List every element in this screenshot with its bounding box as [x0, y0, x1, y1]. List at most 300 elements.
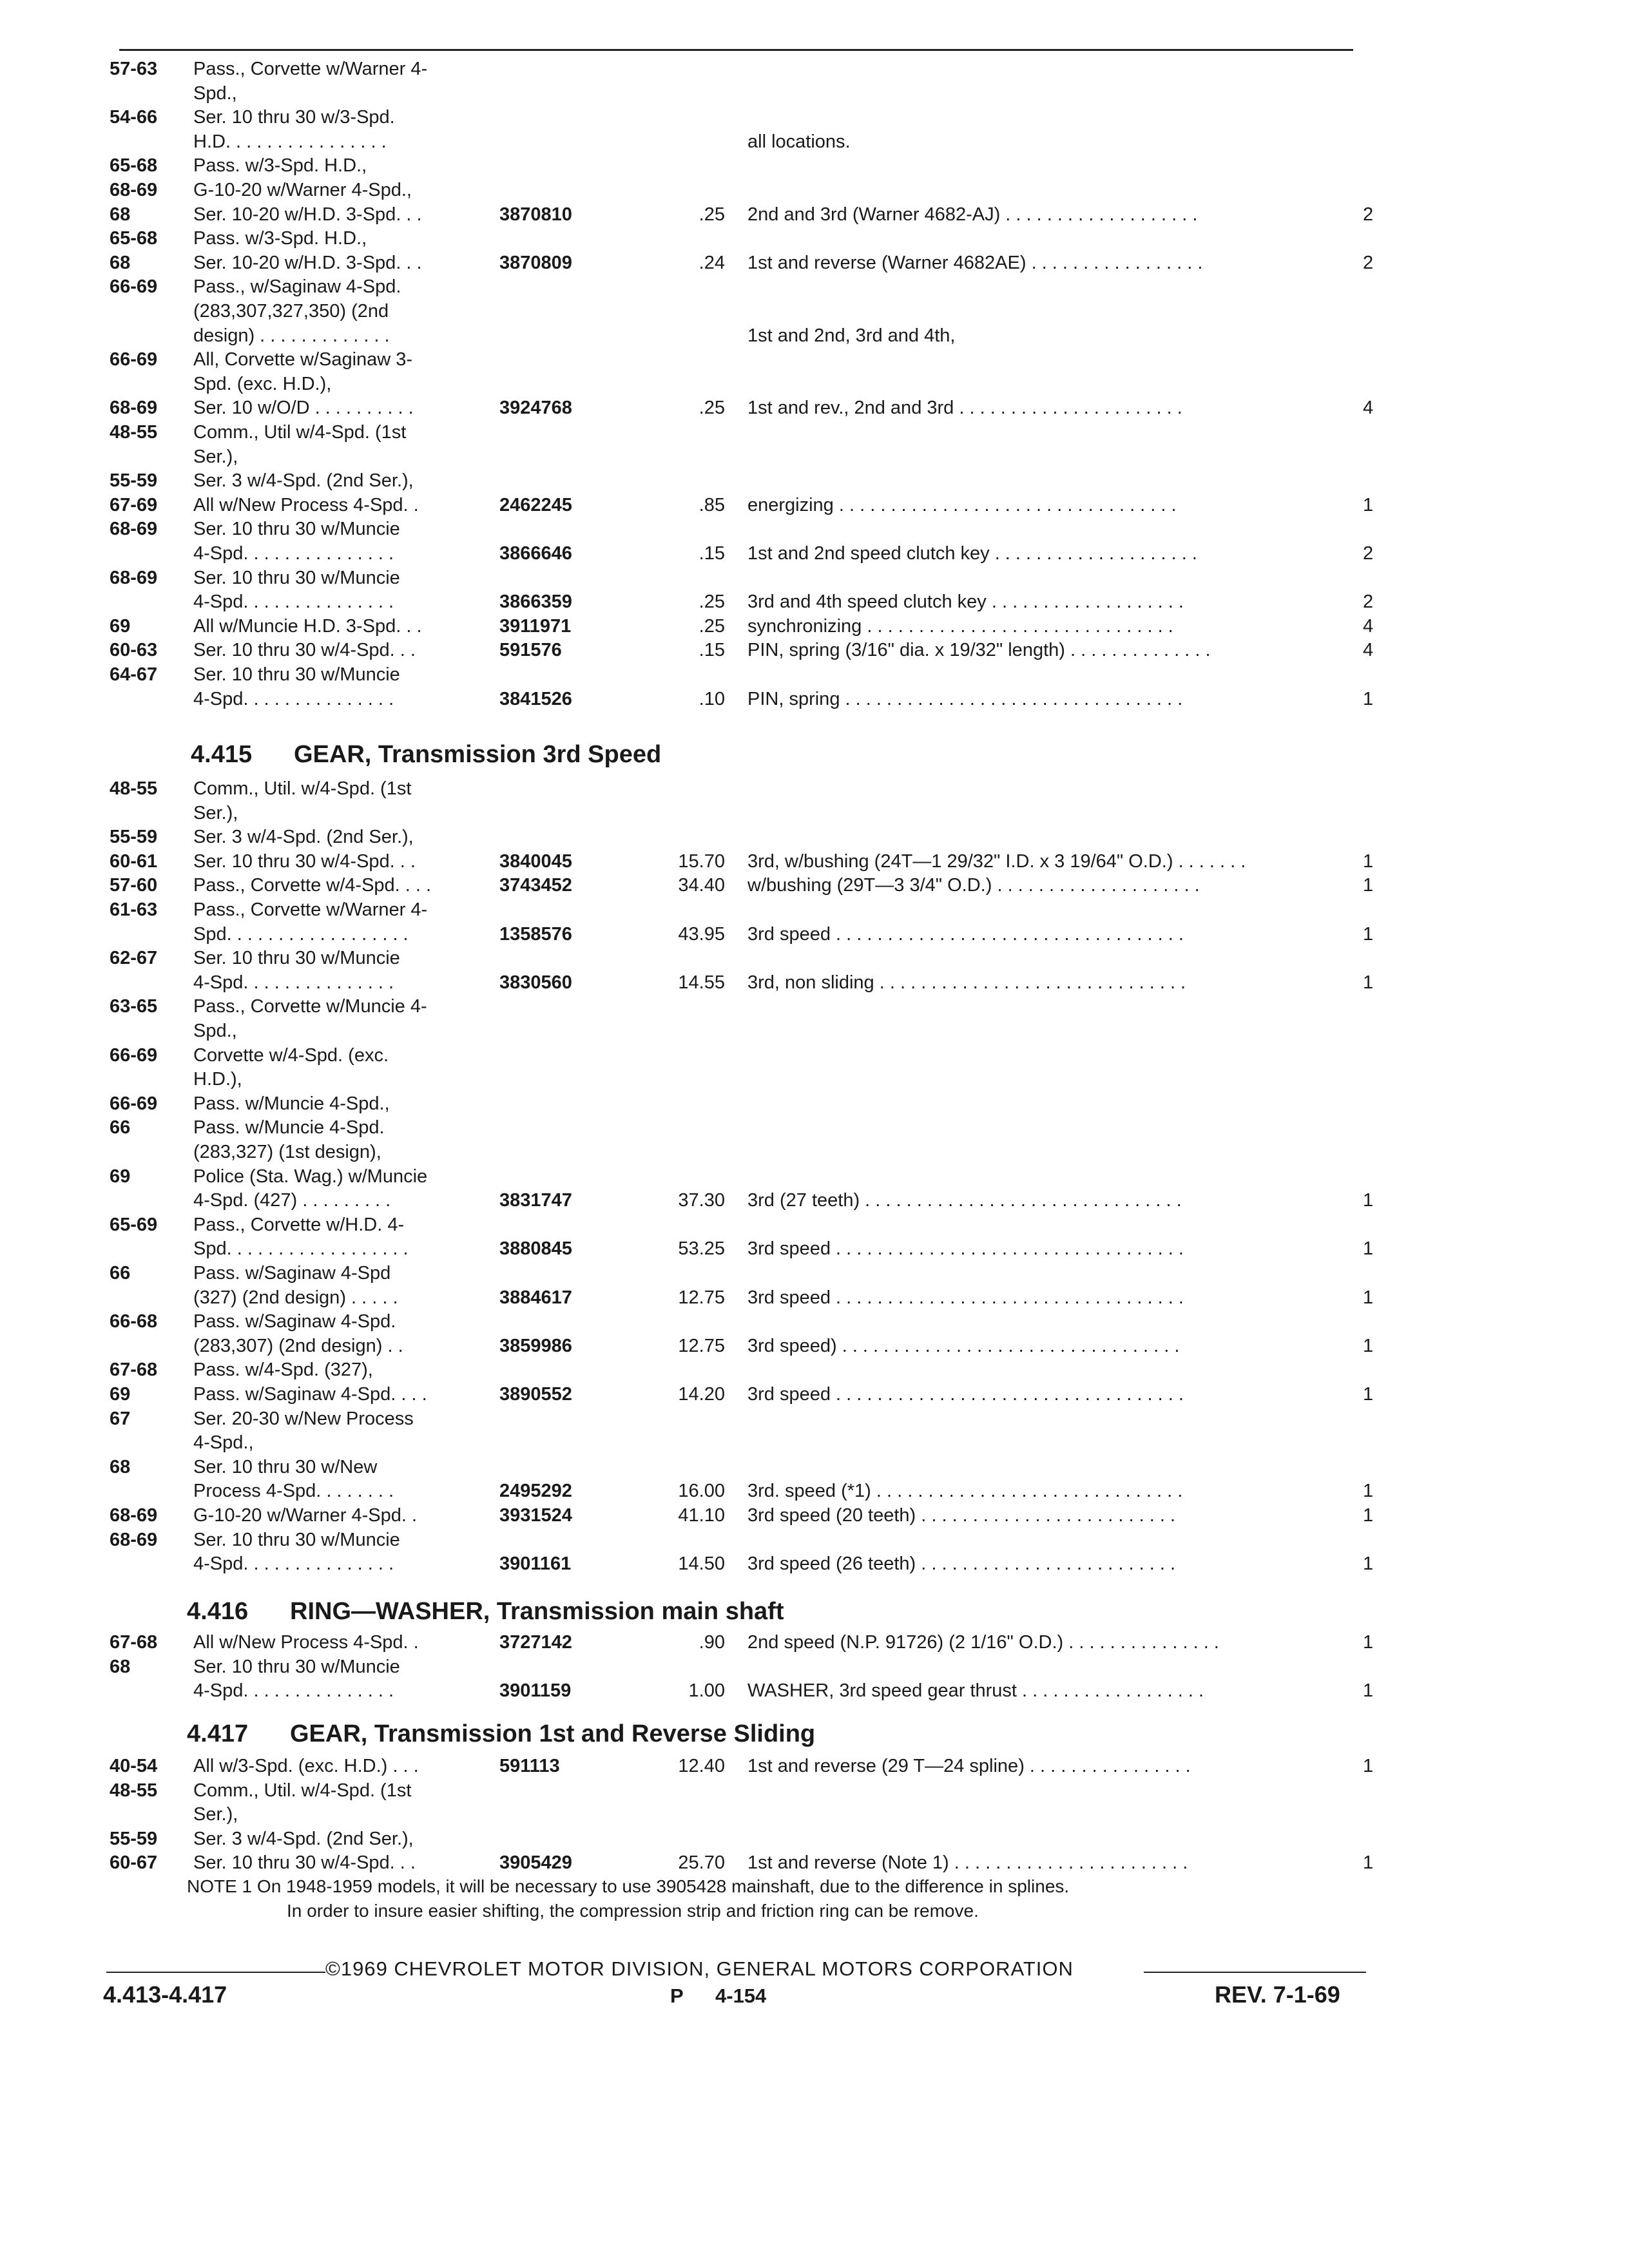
part-entry-row — [0, 153, 1629, 178]
application: Ser. 10 thru 30 w/Muncie — [193, 567, 400, 588]
application: H.D.), — [193, 1069, 242, 1090]
application: Ser. 10 thru 30 w/4-Spd. . . — [193, 1852, 416, 1874]
part-number: 3830560 — [499, 972, 572, 993]
quantity: 1 — [1363, 1190, 1374, 1211]
part-number: 3890552 — [499, 1384, 572, 1405]
part-entry-row — [0, 1188, 1629, 1213]
part-number: 3743452 — [499, 875, 572, 896]
part-entry-row — [0, 638, 1629, 662]
model-years: 66-69 — [110, 276, 158, 298]
description: 1st and 2nd, 3rd and 4th, — [747, 325, 956, 346]
list-price: 16.00 — [678, 1481, 725, 1502]
quantity: 1 — [1363, 1852, 1374, 1874]
quantity: 1 — [1363, 688, 1374, 709]
model-years: 63-65 — [110, 996, 158, 1017]
quantity: 4 — [1363, 615, 1374, 637]
part-number: 3870810 — [499, 204, 572, 225]
part-entry-row — [0, 57, 1629, 81]
application: Pass. w/3-Spd. H.D., — [193, 228, 367, 249]
part-entry-row — [0, 687, 1629, 711]
quantity: 1 — [1363, 1680, 1374, 1702]
description: 3rd speed . . . . . . . . . . . . . . . . . . . . . . . . . . . . . . . . . . — [747, 1238, 1184, 1260]
part-entry-row — [0, 801, 1629, 825]
part-entry-row — [0, 614, 1629, 639]
part-entry-row — [0, 1802, 1629, 1827]
description: 3rd speed . . . . . . . . . . . . . . . . . . . . . . . . . . . . . . . . . . — [747, 1384, 1184, 1405]
part-entry-row — [0, 1067, 1629, 1091]
revision-date: REV. 7-1-69 — [1215, 1981, 1340, 2008]
list-price: 14.50 — [678, 1553, 725, 1575]
quantity: 1 — [1363, 875, 1374, 896]
part-entry-row — [0, 898, 1629, 922]
part-entry-row — [0, 396, 1629, 420]
description: 1st and rev., 2nd and 3rd . . . . . . . . . . . . . . . . . . . . . . — [747, 398, 1182, 419]
description: WASHER, 3rd speed gear thrust . . . . . . . . . . . . . . . . . . — [747, 1680, 1204, 1702]
application: (283,307,327,350) (2nd — [193, 301, 389, 322]
quantity: 1 — [1363, 923, 1374, 945]
section-title: GEAR, Transmission 3rd Speed — [294, 741, 662, 768]
model-years: 48-55 — [110, 778, 158, 799]
application: 4-Spd. . . . . . . . . . . . . . . — [193, 688, 394, 709]
part-entry-row — [0, 1630, 1629, 1655]
part-entry-row — [0, 1019, 1629, 1043]
part-number: 2462245 — [499, 494, 572, 515]
description: energizing . . . . . . . . . . . . . . . . . . . . . . . . . . . . . . . . . — [747, 494, 1177, 515]
description: 3rd. speed (*1) . . . . . . . . . . . . . . . . . . . . . . . . . . . . . . — [747, 1481, 1183, 1502]
description: 3rd speed . . . . . . . . . . . . . . . . . . . . . . . . . . . . . . . . . . — [747, 923, 1184, 945]
model-years: 66 — [110, 1117, 131, 1139]
application: Ser. 10 thru 30 w/3-Spd. — [193, 107, 395, 128]
application: Ser. 10-20 w/H.D. 3-Spd. . . — [193, 204, 422, 225]
part-entry-row — [0, 1213, 1629, 1237]
part-entry-row — [0, 178, 1629, 202]
list-price: .24 — [699, 252, 725, 273]
application: Pass. w/Muncie 4-Spd. — [193, 1117, 385, 1139]
part-entry-row — [0, 1407, 1629, 1431]
list-price: .85 — [699, 494, 725, 515]
model-years: 69 — [110, 1166, 131, 1187]
part-entry-row — [0, 347, 1629, 372]
description: 2nd and 3rd (Warner 4682-AJ) . . . . . . . . . . . . . . . . . . . — [747, 204, 1198, 225]
part-entry-row — [0, 1552, 1629, 1576]
application: (327) (2nd design) . . . . . — [193, 1287, 398, 1308]
description: 1st and reverse (Note 1) . . . . . . . . . . . . . . . . . . . . . . . — [747, 1852, 1188, 1874]
model-years: 60-61 — [110, 850, 158, 872]
part-entry-row — [0, 517, 1629, 541]
application: Pass. w/Saginaw 4-Spd — [193, 1263, 391, 1283]
application: Ser. 10 thru 30 w/Muncie — [193, 519, 400, 540]
description: 1st and reverse (Warner 4682AE) . . . . . . . . . . . . . . . . . — [747, 252, 1203, 273]
list-price: 14.20 — [678, 1384, 725, 1405]
model-years: 68 — [110, 1456, 131, 1477]
part-number: 3866359 — [499, 591, 572, 613]
list-price: 14.55 — [678, 972, 725, 993]
model-years: 55-59 — [110, 827, 158, 848]
part-entry-row — [0, 873, 1629, 898]
description: 3rd, non sliding . . . . . . . . . . . . . . . . . . . . . . . . . . . . . . — [747, 972, 1186, 993]
part-entry-row — [0, 274, 1629, 299]
part-number: 3870809 — [499, 252, 572, 273]
application: Spd., — [193, 1021, 237, 1041]
section-title: RING—WASHER, Transmission main shaft — [290, 1598, 784, 1625]
model-years: 68-69 — [110, 519, 158, 540]
model-years: 68 — [110, 252, 131, 273]
application: G-10-20 w/Warner 4-Spd., — [193, 180, 412, 200]
part-number: 3911971 — [499, 615, 572, 637]
application: All w/Muncie H.D. 3-Spd. . . — [193, 615, 422, 637]
application: Comm., Util. w/4-Spd. (1st — [193, 778, 412, 799]
application: 4-Spd. . . . . . . . . . . . . . . — [193, 591, 394, 613]
model-years: 55-59 — [110, 470, 158, 492]
quantity: 1 — [1363, 1384, 1374, 1405]
part-number: 3727142 — [499, 1632, 572, 1653]
part-entry-row — [0, 1382, 1629, 1407]
part-entry-row — [0, 662, 1629, 687]
quantity: 2 — [1363, 543, 1374, 564]
part-entry-row — [0, 1140, 1629, 1164]
model-years: 54-66 — [110, 107, 158, 128]
part-entry-row — [0, 849, 1629, 874]
list-price: .25 — [699, 615, 725, 637]
application: Pass., Corvette w/Warner 4- — [193, 59, 428, 79]
model-years: 57-60 — [110, 875, 158, 896]
application: Ser. 10-20 w/H.D. 3-Spd. . . — [193, 252, 422, 273]
application: Ser. 10 thru 30 w/Muncie — [193, 1656, 400, 1677]
application: 4-Spd. . . . . . . . . . . . . . . — [193, 1680, 394, 1702]
application: Pass., Corvette w/4-Spd. . . . — [193, 875, 432, 896]
part-entry-row — [0, 1164, 1629, 1189]
list-price: .25 — [699, 398, 725, 419]
part-number: 3931524 — [499, 1505, 572, 1526]
part-entry-row — [0, 81, 1629, 106]
description: 3rd speed) . . . . . . . . . . . . . . . . . . . . . . . . . . . . . . . . . — [747, 1335, 1180, 1356]
part-entry-row — [0, 1115, 1629, 1140]
application: All, Corvette w/Saginaw 3- — [193, 349, 413, 370]
list-price: 12.40 — [678, 1756, 725, 1776]
description: 3rd (27 teeth) . . . . . . . . . . . . . . . . . . . . . . . . . . . . . . . — [747, 1190, 1182, 1211]
part-entry-row — [0, 1827, 1629, 1851]
section-number: 4.415 — [191, 741, 253, 768]
part-entry-row — [0, 1236, 1629, 1261]
application: All w/3-Spd. (exc. H.D.) . . . — [193, 1756, 419, 1776]
quantity: 1 — [1363, 494, 1374, 515]
list-price: 1.00 — [688, 1680, 725, 1702]
list-price: .25 — [699, 591, 725, 613]
quantity: 2 — [1363, 204, 1374, 225]
quantity: 2 — [1363, 252, 1374, 273]
part-entry-row — [0, 946, 1629, 970]
list-price: 12.75 — [678, 1287, 725, 1308]
part-entry-row — [0, 445, 1629, 469]
part-entry-row — [0, 1358, 1629, 1382]
quantity: 1 — [1363, 1505, 1374, 1526]
model-years: 68-69 — [110, 398, 158, 419]
application: Ser. 3 w/4-Spd. (2nd Ser.), — [193, 1828, 414, 1849]
application: Pass., w/Saginaw 4-Spd. — [193, 276, 401, 298]
part-entry-row — [0, 251, 1629, 275]
application: 4-Spd. (427) . . . . . . . . . — [193, 1190, 391, 1211]
part-number: 591113 — [499, 1756, 560, 1776]
model-years: 68-69 — [110, 180, 158, 200]
model-years: 67-69 — [110, 494, 158, 515]
application: Ser. 10 thru 30 w/Muncie — [193, 948, 400, 969]
application: 4-Spd. . . . . . . . . . . . . . . — [193, 972, 394, 993]
application: Spd. . . . . . . . . . . . . . . . . . — [193, 923, 409, 945]
section-title: GEAR, Transmission 1st and Reverse Sliding — [290, 1720, 816, 1747]
quantity: 1 — [1363, 1481, 1374, 1502]
quantity: 2 — [1363, 591, 1374, 613]
part-number: 3840045 — [499, 850, 572, 872]
model-years: 55-59 — [110, 1828, 158, 1849]
description: synchronizing . . . . . . . . . . . . . . . . . . . . . . . . . . . . . . — [747, 615, 1173, 637]
part-entry-row — [0, 1334, 1629, 1358]
copyright-line: ©1969 CHEVROLET MOTOR DIVISION, GENERAL MOTORS CORPORATION — [325, 1957, 1074, 1980]
top-rule — [119, 49, 1353, 51]
application: 4-Spd. . . . . . . . . . . . . . . — [193, 1553, 394, 1575]
description: PIN, spring (3/16" dia. x 19/32" length) . . . . . . . . . . . . . . — [747, 640, 1211, 661]
model-years: 69 — [110, 1384, 131, 1405]
page-number: 4-154 — [715, 1984, 767, 2007]
application: Pass. w/3-Spd. H.D., — [193, 155, 367, 177]
model-years: 48-55 — [110, 422, 158, 443]
application: Ser. 20-30 w/New Process — [193, 1408, 414, 1429]
list-price: 34.40 — [678, 875, 725, 896]
application: Comm., Util w/4-Spd. (1st — [193, 422, 407, 443]
application: Pass. w/Muncie 4-Spd., — [193, 1093, 390, 1114]
quantity: 1 — [1363, 1632, 1374, 1653]
part-entry-row — [0, 105, 1629, 130]
model-years: 66-69 — [110, 1093, 158, 1114]
part-entry-row — [0, 776, 1629, 801]
part-entry-row — [0, 468, 1629, 493]
part-number: 3880845 — [499, 1238, 572, 1260]
description: 3rd speed (20 teeth) . . . . . . . . . . . . . . . . . . . . . . . . . — [747, 1505, 1176, 1526]
application: Pass. w/Saginaw 4-Spd. . . . — [193, 1384, 427, 1405]
part-entry-row — [0, 323, 1629, 348]
model-years: 62-67 — [110, 948, 158, 969]
model-years: 68-69 — [110, 1529, 158, 1550]
application: (283,307) (2nd design) . . — [193, 1335, 403, 1356]
list-price: 41.10 — [678, 1505, 725, 1526]
part-entry-row — [0, 299, 1629, 323]
list-price: 43.95 — [678, 923, 725, 945]
part-entry-row — [0, 130, 1629, 154]
part-entry-row — [0, 493, 1629, 517]
part-number: 3901159 — [499, 1680, 572, 1702]
model-years: 68-69 — [110, 1505, 158, 1526]
application: Police (Sta. Wag.) w/Muncie — [193, 1166, 428, 1187]
section-heading-4-416 — [187, 1598, 784, 1626]
part-entry-row — [0, 226, 1629, 251]
application: design) . . . . . . . . . . . . . — [193, 325, 390, 346]
description: w/bushing (29T—3 3/4" O.D.) . . . . . . . . . . . . . . . . . . . . — [747, 875, 1200, 896]
quantity: 1 — [1363, 1335, 1374, 1356]
part-entry-row — [0, 590, 1629, 614]
list-price: .25 — [699, 204, 725, 225]
list-price: 53.25 — [678, 1238, 725, 1260]
model-years: 48-55 — [110, 1780, 158, 1801]
quantity: 1 — [1363, 1756, 1374, 1776]
part-entry-row — [0, 1850, 1629, 1875]
list-price: 37.30 — [678, 1190, 725, 1211]
part-entry-row — [0, 1455, 1629, 1479]
application: G-10-20 w/Warner 4-Spd. . — [193, 1505, 418, 1526]
application: Process 4-Spd. . . . . . . . — [193, 1481, 394, 1502]
part-entry-row — [0, 202, 1629, 227]
part-number: 3905429 — [499, 1852, 572, 1874]
section-number: 4.416 — [187, 1598, 249, 1625]
model-years: 68-69 — [110, 567, 158, 588]
application: Corvette w/4-Spd. (exc. — [193, 1044, 389, 1066]
application: Spd. (exc. H.D.), — [193, 373, 332, 394]
quantity: 1 — [1363, 1287, 1374, 1308]
part-number: 2495292 — [499, 1481, 572, 1502]
part-entry-row — [0, 825, 1629, 849]
part-entry-row — [0, 1261, 1629, 1285]
part-entry-row — [0, 1754, 1629, 1778]
application: Ser. 3 w/4-Spd. (2nd Ser.), — [193, 827, 414, 848]
quantity: 1 — [1363, 1238, 1374, 1260]
application: Ser.), — [193, 446, 238, 467]
description: all locations. — [747, 131, 851, 152]
part-number: 3924768 — [499, 398, 572, 419]
section-range: 4.413-4.417 — [103, 1981, 227, 2008]
model-years: 66 — [110, 1263, 131, 1283]
description: PIN, spring . . . . . . . . . . . . . . . . . . . . . . . . . . . . . . . . . — [747, 688, 1183, 709]
part-entry-row — [0, 1503, 1629, 1528]
description: 3rd speed (26 teeth) . . . . . . . . . . . . . . . . . . . . . . . . . — [747, 1553, 1176, 1575]
part-entry-row — [0, 372, 1629, 396]
part-entry-row — [0, 1678, 1629, 1703]
quantity: 4 — [1363, 398, 1374, 419]
application: Ser.), — [193, 1804, 238, 1825]
application: Spd. . . . . . . . . . . . . . . . . . — [193, 1238, 409, 1260]
quantity: 1 — [1363, 972, 1374, 993]
description: 1st and reverse (29 T—24 spline) . . . . . . . . . . . . . . . . — [747, 1756, 1191, 1776]
list-price: 15.70 — [678, 850, 725, 872]
model-years: 61-63 — [110, 899, 158, 920]
list-price: .10 — [699, 688, 725, 709]
application: All w/New Process 4-Spd. . — [193, 494, 419, 515]
model-years: 40-54 — [110, 1756, 158, 1776]
model-years: 65-68 — [110, 155, 158, 177]
section-heading-4-417 — [187, 1720, 815, 1748]
part-entry-row — [0, 541, 1629, 566]
description: 3rd speed . . . . . . . . . . . . . . . . . . . . . . . . . . . . . . . . . . — [747, 1287, 1184, 1308]
application: Ser. 10 thru 30 w/Muncie — [193, 1529, 400, 1550]
description: 3rd and 4th speed clutch key . . . . . . . . . . . . . . . . . . . — [747, 591, 1184, 613]
model-years: 67-68 — [110, 1360, 158, 1381]
note-line-1: NOTE 1 On 1948-1959 models, it will be necessary to use 3905428 mainshaft, due to the difference in splines. — [187, 1876, 1070, 1896]
model-years: 60-67 — [110, 1852, 158, 1874]
quantity: 1 — [1363, 1553, 1374, 1575]
application: Ser. 10 thru 30 w/4-Spd. . . — [193, 850, 416, 872]
part-number: 3866646 — [499, 543, 572, 564]
page-prefix: P — [670, 1984, 684, 2007]
application: Spd., — [193, 82, 237, 104]
application: 4-Spd., — [193, 1432, 254, 1454]
application: Ser.), — [193, 802, 238, 823]
part-entry-row — [0, 1043, 1629, 1068]
part-entry-row — [0, 1528, 1629, 1552]
application: Comm., Util. w/4-Spd. (1st — [193, 1780, 412, 1801]
part-entry-row — [0, 1091, 1629, 1116]
part-number: 3901161 — [499, 1553, 572, 1575]
part-number: 3884617 — [499, 1287, 572, 1308]
list-price: .15 — [699, 543, 725, 564]
application: All w/New Process 4-Spd. . — [193, 1632, 419, 1653]
model-years: 65-69 — [110, 1214, 158, 1235]
section-number: 4.417 — [187, 1720, 249, 1747]
application: Pass., Corvette w/Warner 4- — [193, 899, 428, 920]
list-price: .15 — [699, 640, 725, 661]
part-entry-row — [0, 970, 1629, 995]
model-years: 57-63 — [110, 59, 158, 79]
model-years: 68 — [110, 1656, 131, 1677]
part-entry-row — [0, 994, 1629, 1019]
description: 3rd, w/bushing (24T—1 29/32" I.D. x 3 19/64" O.D.) . . . . . . . — [747, 850, 1246, 872]
note-line-2: In order to insure easier shifting, the compression strip and friction ring can be remove. — [287, 1901, 979, 1921]
list-price: 12.75 — [678, 1335, 725, 1356]
list-price: 25.70 — [678, 1852, 725, 1874]
part-entry-row — [0, 420, 1629, 445]
application: Ser. 10 thru 30 w/4-Spd. . . — [193, 640, 416, 661]
list-price: .90 — [699, 1632, 725, 1653]
part-entry-row — [0, 1285, 1629, 1310]
application: Ser. 10 w/O/D . . . . . . . . . . — [193, 398, 414, 419]
model-years: 60-63 — [110, 640, 158, 661]
model-years: 66-69 — [110, 1044, 158, 1066]
part-number: 591576 — [499, 640, 562, 661]
description: 2nd speed (N.P. 91726) (2 1/16" O.D.) . . . . . . . . . . . . . . . — [747, 1632, 1219, 1653]
part-entry-row — [0, 1309, 1629, 1334]
model-years: 67 — [110, 1408, 131, 1429]
application: Ser. 10 thru 30 w/New — [193, 1456, 378, 1477]
footer-rule-right — [1144, 1972, 1366, 1973]
quantity: 4 — [1363, 640, 1374, 661]
model-years: 66-69 — [110, 349, 158, 370]
quantity: 1 — [1363, 850, 1374, 872]
application: 4-Spd. . . . . . . . . . . . . . . — [193, 543, 394, 564]
section-heading-4-415 — [191, 741, 661, 769]
application: Pass., Corvette w/H.D. 4- — [193, 1214, 405, 1235]
part-number: 1358576 — [499, 923, 572, 945]
application: Ser. 3 w/4-Spd. (2nd Ser.), — [193, 470, 414, 492]
application: Pass. w/4-Spd. (327), — [193, 1360, 373, 1381]
model-years: 68 — [110, 204, 131, 225]
application: Ser. 10 thru 30 w/Muncie — [193, 664, 400, 685]
description: 1st and 2nd speed clutch key . . . . . . . . . . . . . . . . . . . . — [747, 543, 1197, 564]
model-years: 65-68 — [110, 228, 158, 249]
part-entry-row — [0, 1655, 1629, 1679]
model-years: 66-68 — [110, 1311, 158, 1332]
model-years: 67-68 — [110, 1632, 158, 1653]
part-number: 3831747 — [499, 1190, 572, 1211]
part-entry-row — [0, 1778, 1629, 1803]
part-number: 3859986 — [499, 1335, 572, 1356]
footer-rule-left — [106, 1972, 325, 1973]
application: Pass. w/Saginaw 4-Spd. — [193, 1311, 396, 1332]
part-entry-row — [0, 566, 1629, 590]
part-entry-row — [0, 922, 1629, 947]
application: Pass., Corvette w/Muncie 4- — [193, 996, 427, 1017]
part-number: 3841526 — [499, 688, 572, 709]
model-years: 64-67 — [110, 664, 158, 685]
application: (283,327) (1st design), — [193, 1142, 381, 1162]
application: H.D. . . . . . . . . . . . . . . . — [193, 131, 387, 152]
part-entry-row — [0, 1479, 1629, 1503]
part-entry-row — [0, 1430, 1629, 1455]
